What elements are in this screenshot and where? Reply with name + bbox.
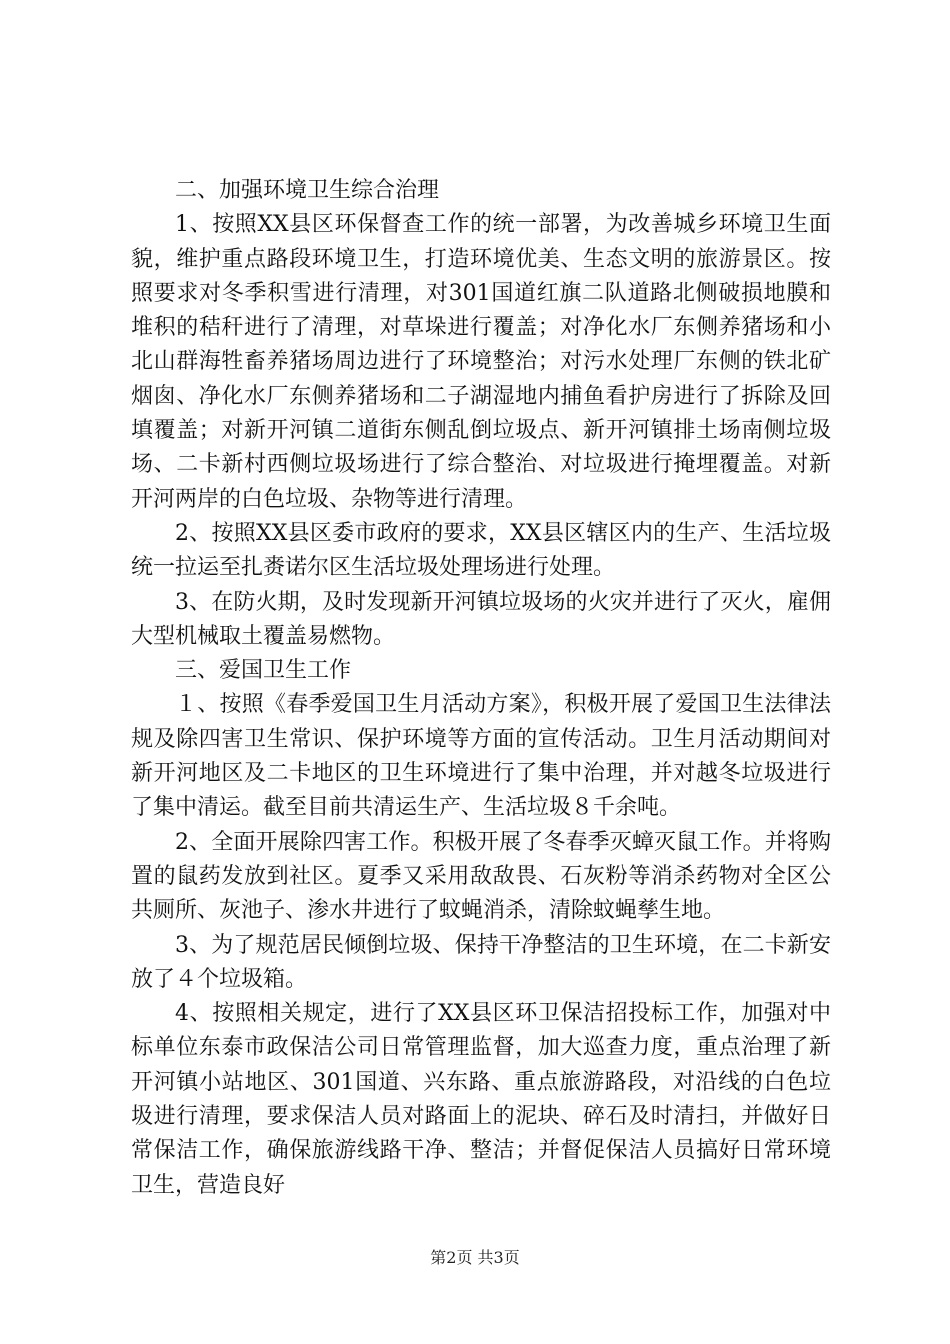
paragraph-health-item-3: 3、为了规范居民倾倒垃圾、保持干净整洁的卫生环境，在二卡新安放了４个垃圾箱。	[131, 932, 831, 992]
page-number-footer: 第2页 共3页	[430, 1248, 520, 1267]
section-heading-patriotic-health: 三、爱国卫生工作	[175, 658, 352, 684]
document-body	[131, 174, 831, 1203]
paragraph-item-2: 2、按照XX县区委市政府的要求，XX县区辖区内的生产、生活垃圾统一拉运至扎赉诺尔区生活垃圾处理场进行处理。	[131, 520, 831, 581]
paragraph-item-3: 3、在防火期，及时发现新开河镇垃圾场的火灾并进行了灭火，雇佣大型机械取土覆盖易燃物。	[131, 589, 831, 649]
paragraph-item-1: 1、按照XX县区环保督查工作的统一部署，为改善城乡环境卫生面貌，维护重点路段环境卫生，打造环境优美、生态文明的旅游景区。按照要求对冬季积雪进行清理，对301国道红旗二队道路北侧破损地膜和堆积的秸秆进行了清理，对草垛进行覆盖；对净化水厂东侧养猪场和小北山群海牲畜养猪场周边进行了环境整治；对污水处理厂东侧的铁北矿烟囱、净化水厂东侧养猪场和二子湖湿地内捕鱼看护房进行了拆除及回填覆盖；对新开河镇二道街东侧乱倒垃圾点、新开河镇排土场南侧垃圾场、二卡新村西侧垃圾场进行了综合整治、对垃圾进行掩埋覆盖。对新开河两岸的白色垃圾、杂物等进行清理。	[131, 212, 831, 512]
section-heading-environment: 二、加强环境卫生综合治理	[175, 178, 440, 203]
paragraph-health-item-2: 2、全面开展除四害工作。积极开展了冬春季灭蟑灭鼠工作。并将购置的鼠药发放到社区。夏季又采用敌敌畏、石灰粉等消杀药物对全区公共厕所、灰池子、渗水井进行了蚊蝇消杀，清除蚊蝇孳生地。	[131, 829, 831, 924]
paragraph-health-item-4: 4、按照相关规定，进行了XX县区环卫保洁招投标工作，加强对中标单位东泰市政保洁公司日常管理监督，加大巡查力度，重点治理了新开河镇小站地区、301国道、兴东路、重点旅游路段，对沿线的白色垃圾进行清理，要求保洁人员对路面上的泥块、碎石及时清扫，并做好日常保洁工作，确保旅游线路干净、整洁；并督促保洁人员搞好日常环境卫生，营造良好	[131, 1001, 831, 1198]
paragraph-health-item-1: １、按照《春季爱国卫生月活动方案》，积极开展了爱国卫生法律法规及除四害卫生常识、保护环境等方面的宣传活动。卫生月活动期间对新开河地区及二卡地区的卫生环境进行了集中治理，并对越冬垃圾进行了集中清运。截至目前共清运生产、生活垃圾８千余吨。	[131, 692, 831, 821]
